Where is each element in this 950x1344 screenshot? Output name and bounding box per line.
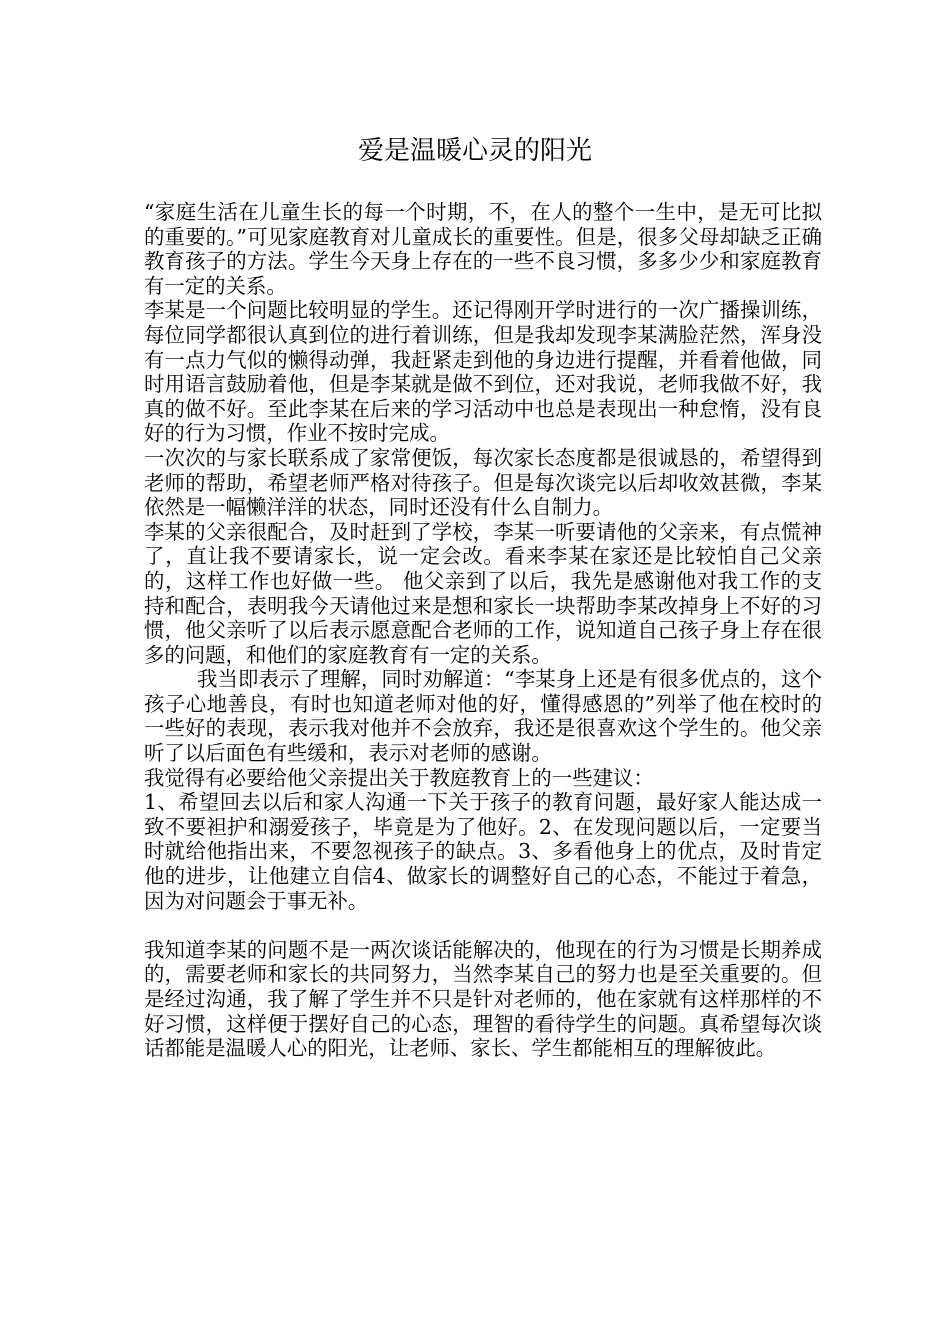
paragraph-intro: “家庭生活在儿童生长的每一个时期，不，在人的整个一生中，是无可比拟的重要的。”可见家庭教育对儿童成长的重要性。但是，很多父母却缺乏正确教育孩子的方法。学生今天身上存在的一些不良习惯，多多少少和家庭教育有一定的关系。 [144,200,822,298]
paragraph-student-description: 李某是一个问题比较明显的学生。还记得刚开学时进行的一次广播操训练，每位同学都很认真到位的进行着训练，但是我却发现李某满脸茫然，浑身没有一点力气似的懒得动弹，我赶紧走到他的身边进行提醒，并看着他做，同时用语言鼓励着他，但是李某就是做不到位，还对我说，老师我做不好，我真的做不好。至此李某在后来的学习活动中也总是表现出一种怠惰，没有良好的行为习惯，作业不按时完成。 [144,298,822,446]
paragraph-understanding: 我当即表示了理解，同时劝解道：“李某身上还是有很多优点的，这个孩子心地善良，有时也知道老师对他的好，懂得感恩的”列举了他在校时的一些好的表现，表示我对他并不会放弃，我还是很喜欢这个学生的。他父亲听了以后面色有些缓和，表示对老师的感谢。 [144,667,822,766]
paragraph-father-meeting: 李某的父亲很配合，及时赶到了学校，李某一听要请他的父亲来，有点慌神了，直让我不要请家长，说一定会改。看来李某在家还是比较怕自己父亲的，这样工作也好做一些。 他父亲到了以后，我先是感谢他对我工作的支持和配合，表明我今天请他过来是想和家长一块帮助李某改掉身上不好的习惯，他父亲听了以后表示愿意配合老师的工作，说知道自己孩子身上存在很多的问题，和他们的家庭教育有一定的关系。 [144,519,822,667]
paragraph-suggestions-list: 1、希望回去以后和家人沟通一下关于孩子的教育问题，最好家人能达成一致不要袒护和溺爱孩子，毕竟是为了他好。2、在发现问题以后，一定要当时就给他指出来，不要忽视孩子的缺点。3、多看他身上的优点，及时肯定他的进步，让他建立自信4、做家长的调整好自己的心态，不能过于着急，因为对问题会于事无补。 [144,790,822,913]
paragraph-spacer [144,913,822,938]
document-body [144,200,822,1061]
paragraph-conclusion: 我知道李某的问题不是一两次谈话能解决的，他现在的行为习惯是长期养成的，需要老师和家长的共同努力，当然李某自己的努力也是至关重要的。但是经过沟通，我了解了学生并不只是针对老师的，他在家就有这样那样的不好习惯，这样便于摆好自己的心态，理智的看待学生的问题。真希望每次谈话都能是温暖人心的阳光，让老师、家长、学生都能相互的理解彼此。 [144,937,822,1061]
paragraph-suggestion-intro: 我觉得有必要给他父亲提出关于教庭教育上的一些建议： [144,765,654,790]
document-title: 爱是温暖心灵的阳光 [357,136,592,166]
paragraph-parent-contact: 一次次的与家长联系成了家常便饭，每次家长态度都是很诚恳的，希望得到老师的帮助，希望老师严格对待孩子。但是每次谈完以后却收效甚微，李某依然是一幅懒洋洋的状态，同时还没有什么自制力。 [144,445,822,520]
